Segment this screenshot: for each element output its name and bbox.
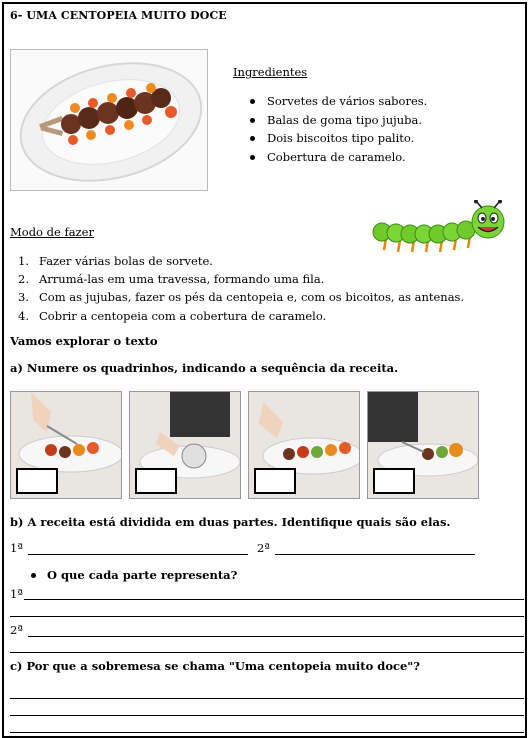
answer-line[interactable]: [10, 715, 524, 716]
ingredients-title: Ingredientes: [233, 65, 308, 79]
list-item: Dois biscoitos tipo palito.: [250, 129, 427, 148]
list-item: 4. Cobrir a centopeia com a cobertura de caramelo.: [18, 308, 327, 323]
answer-line[interactable]: [10, 616, 524, 617]
sequence-photo-2: [129, 391, 241, 499]
sequence-photo-1: [10, 391, 122, 499]
bullet-icon: [31, 573, 36, 578]
answer-box[interactable]: [373, 468, 415, 494]
question-b: b) A receita está dividida em duas partes. Identifique quais são elas.: [10, 515, 451, 529]
sequence-photo-4: [367, 391, 479, 499]
answer-line[interactable]: [10, 698, 524, 699]
answer-line[interactable]: [24, 599, 524, 600]
dessert-photo: [10, 49, 208, 191]
worksheet-page: [2, 2, 527, 738]
list-item: 3. Com as jujubas, fazer os pés da centopeia e, com os bicoitos, as antenas.: [18, 290, 465, 305]
question-b-sub: O que cada parte representa?: [47, 568, 238, 582]
ingredients-list: [250, 92, 427, 166]
question-a: a) Numere os quadrinhos, indicando a sequência da receita.: [10, 361, 399, 375]
answer-label-1: 1ª: [10, 587, 23, 601]
list-item: 2. Arrumá-las em uma travessa, formando uma fila.: [18, 272, 325, 287]
list-item: Cobertura de caramelo.: [250, 148, 427, 167]
answer-line[interactable]: [28, 636, 524, 637]
list-item: 1. Fazer várias bolas de sorvete.: [18, 254, 213, 268]
list-item: Balas de goma tipo jujuba.: [250, 111, 427, 130]
caterpillar-illustration: [370, 200, 514, 254]
answer-line[interactable]: [10, 652, 524, 653]
answer-box[interactable]: [16, 468, 58, 494]
answer-label-1: 1ª: [10, 541, 23, 555]
question-c: c) Por que a sobremesa se chama "Uma centopeia muito doce"?: [10, 659, 421, 673]
answer-line[interactable]: [28, 554, 248, 555]
answer-box[interactable]: [254, 468, 296, 494]
method-steps: [11, 252, 464, 325]
explore-heading: Vamos explorar o texto: [10, 334, 158, 348]
answer-label-2: 2ª: [257, 541, 270, 555]
answer-line[interactable]: [10, 732, 524, 733]
method-title: Modo de fazer: [10, 225, 94, 239]
answer-box[interactable]: [135, 468, 177, 494]
answer-label-2: 2ª: [10, 623, 23, 637]
sequence-photo-3: [248, 391, 360, 499]
page-title: 6- UMA CENTOPEIA MUITO DOCE: [10, 9, 227, 22]
list-item: Sorvetes de vários sabores.: [250, 92, 427, 111]
answer-line[interactable]: [275, 554, 475, 555]
